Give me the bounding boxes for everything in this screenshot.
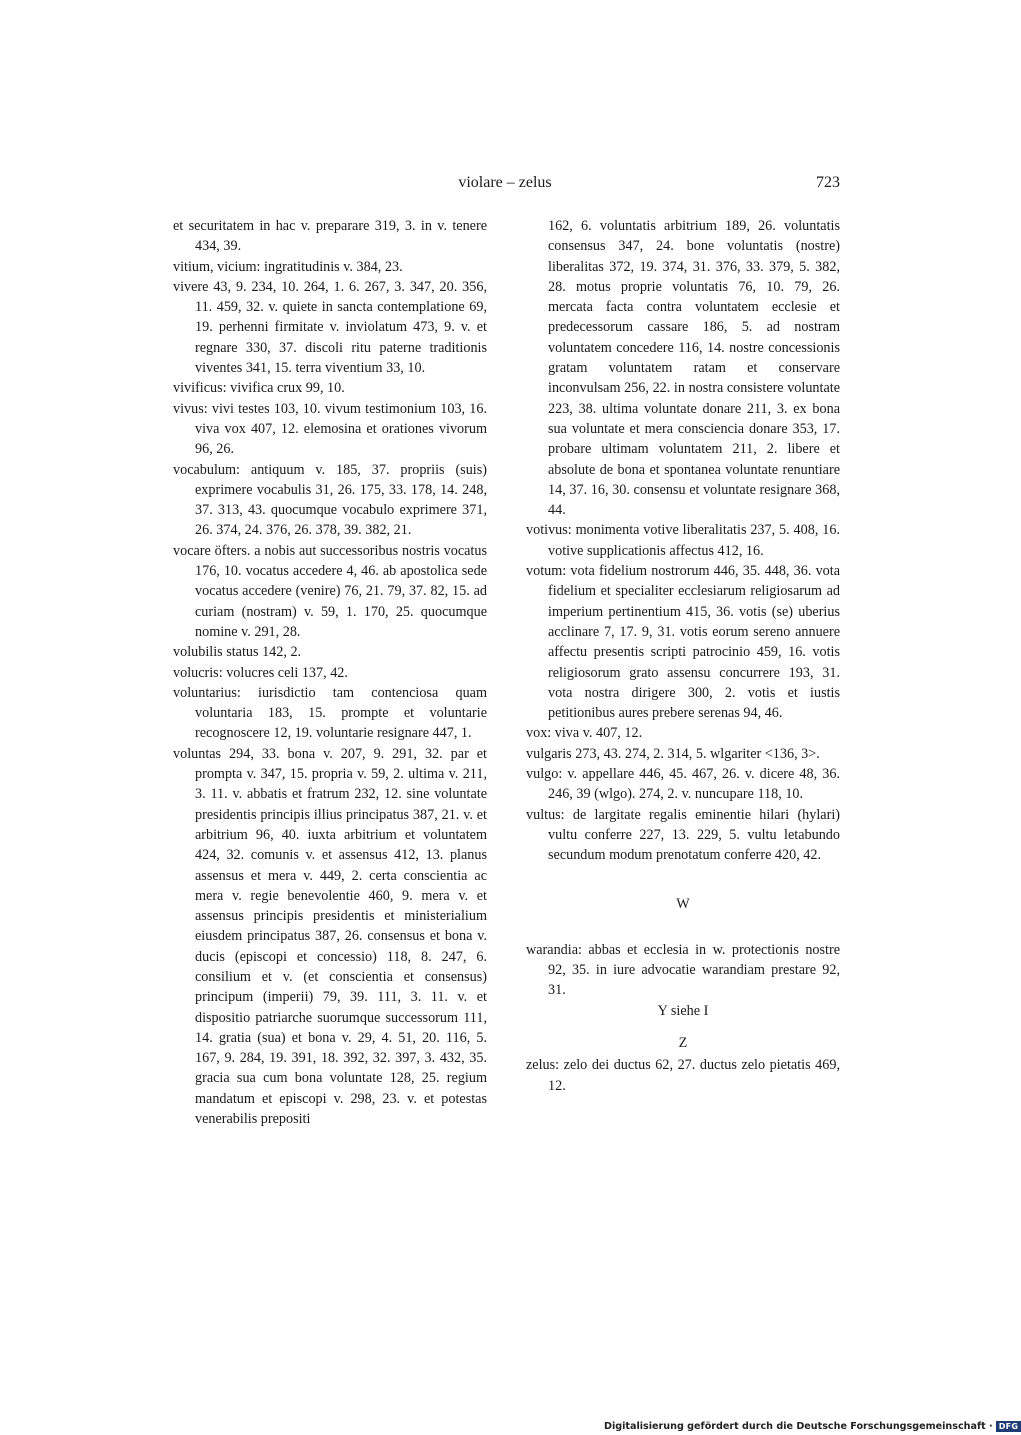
credit-text: Digitalisierung gefördert durch die Deutsche Forschungsgemeinschaft · [604, 1420, 993, 1432]
index-entry: vultus: de largitate regalis eminentie hilari (hylari) vultu conferre 227, 13. 229, 5. vultu letabundo secundum modum prenotatum conferre 420, 42. [526, 806, 840, 864]
page-number: 723 [816, 174, 840, 191]
running-title: violare – zelus [458, 174, 552, 191]
index-entry: vulgaris 273, 43. 274, 2. 314, 5. wlgariter <136, 3>. [526, 745, 820, 762]
digitization-credit [604, 1419, 1019, 1433]
dfg-logo-icon: DFG [996, 1421, 1021, 1432]
index-entry: volubilis status 142, 2. [173, 644, 302, 661]
index-entry: voluntas 294, 33. bona v. 207, 9. 291, 32. par et prompta v. 347, 15. propria v. 59, 2. ultima v. 211, 3. 11. v. abbatis et fratrum 232, 12. sine voluntate presidentis principis illius principatus 387, 21. v. et arbitrium 96, 40. iuxta arbitrium et voluntatem 424, 32. comunis v. et assensus 412, 13. planus assensus et mera v. 449, 2. certa conscientia ac mera v. regie benevolentie 460, 9. mera v. et assensus principis presidentis et ministerialium eiusdem principatus 387, 26. consensus et bona v. ducis (episcopi et concessio) 118, 8. 247, 6. consilium et v. (et conscientia et consensus) principum (imperii) 79, 39. 111, 3. 11. v. et dispositio patriarche suorumque successorum 111, 14. gratia (sua) et bona v. 29, 4. 51, 20. 116, 5. 167, 9. 284, 19. 391, 18. 392, 32. 397, 3. 432, 35. gracia sua cum bona voluntate 128, 25. regium mandatum et episcopi v. 298, 23. v. et potestas venerabilis prepositi [173, 745, 487, 1128]
index-entry: vitium, vicium: ingratitudinis v. 384, 23. [173, 258, 403, 275]
index-entry: vulgo: v. appellare 446, 45. 467, 26. v. dicere 48, 36. 246, 39 (wlgo). 274, 2. v. nuncupare 118, 10. [526, 766, 840, 803]
section-heading-w: W [676, 895, 690, 912]
cross-reference: Y siehe I [657, 1002, 709, 1019]
index-entry: warandia: abbas et ecclesia in w. protectionis nostre 92, 35. in iure advocatie warandiam prestare 92, 31. [526, 941, 840, 999]
index-entry: zelus: zelo dei ductus 62, 27. ductus zelo pietatis 469, 12. [526, 1057, 840, 1094]
left-column [173, 216, 487, 1129]
index-entry: vivificus: vivifica crux 99, 10. [173, 380, 345, 397]
index-entry: votum: vota fidelium nostrorum 446, 35. 448, 36. vota fidelium et specialiter ecclesiarum religiosarum ad imperium pertinentium 415, 36. votis (se) uberius acclinare 7, 17. 9, 31. votis eorum sereno annuere affectu presentis scripti patrocinio 459, 16. votis religiosorum grato assensu concurrere 193, 31. vota nostra dirigere 300, 2. votis et iustis petitionibus aures prebere serenas 94, 46. [526, 563, 840, 722]
index-entry: et securitatem in hac v. preparare 319, 3. in v. tenere 434, 39. [173, 218, 487, 255]
right-column [526, 216, 840, 1096]
index-entry: volucris: volucres celi 137, 42. [173, 664, 348, 681]
index-entry: vocare öfters. a nobis aut successoribus nostris vocatus 176, 10. vocatus accedere 4, 46. ab apostolica sede vocatus accedere (venire) 76, 21. 79, 37. 82, 15. ad curiam (nostram) v. 59, 1. 170, 25. quocumque nomine v. 291, 28. [173, 542, 487, 640]
index-entry: vivus: vivi testes 103, 10. vivum testimonium 103, 16. viva vox 407, 12. elemosina et orationes vivorum 96, 26. [173, 400, 487, 458]
index-entry: votivus: monimenta votive liberalitatis 237, 5. 408, 16. votive supplicationis affectus 412, 16. [526, 522, 840, 559]
index-entry: vocabulum: antiquum v. 185, 37. propriis (suis) exprimere vocabulis 31, 26. 175, 33. 178, 14. 248, 37. 313, 43. quocumque vocabulo exprimere 371, 26. 374, 24. 376, 26. 378, 39. 382, 21. [173, 461, 487, 539]
index-entry: vivere 43, 9. 234, 10. 264, 1. 6. 267, 3. 347, 20. 356, 11. 459, 32. v. quiete in sancta contemplatione 69, 19. perhenni firmitate v. inviolatum 473, 9. v. et regnare 330, 37. discoli ritu paterne traditionis viventes 341, 15. terra viventium 33, 10. [173, 278, 487, 377]
index-entry: vox: viva v. 407, 12. [526, 725, 643, 742]
section-heading-z: Z [678, 1034, 688, 1051]
index-entry-continued: 162, 6. voluntatis arbitrium 189, 26. voluntatis consensus 347, 24. bone voluntatis (nostre) liberalitas 372, 19. 374, 31. 376, 33. 379, 5. 382, 28. motus proprie voluntatis 76, 10. 79, 26. mercata facta contra voluntatem ecclesie et predecessorum cassare 186, 5. ad nostram voluntatem concedere 116, 14. nostre concessionis gratam voluntatem ratam et conservare inconvulsam 256, 22. in nostra consistere voluntate 223, 38. ultima voluntate donare 211, 3. ex bona sua voluntate et mera consciencia donare 353, 17. probare ultimam voluntatem 211, 2. libere et absolute de bona et spontanea voluntate renuntiare 14, 37. 16, 30. consensu et voluntate resignare 368, 44. [548, 218, 840, 519]
index-entry: voluntarius: iurisdictio tam contenciosa quam voluntaria 183, 15. prompte et voluntarie recognoscere 12, 19. voluntarie resignare 447, 1. [173, 684, 487, 742]
